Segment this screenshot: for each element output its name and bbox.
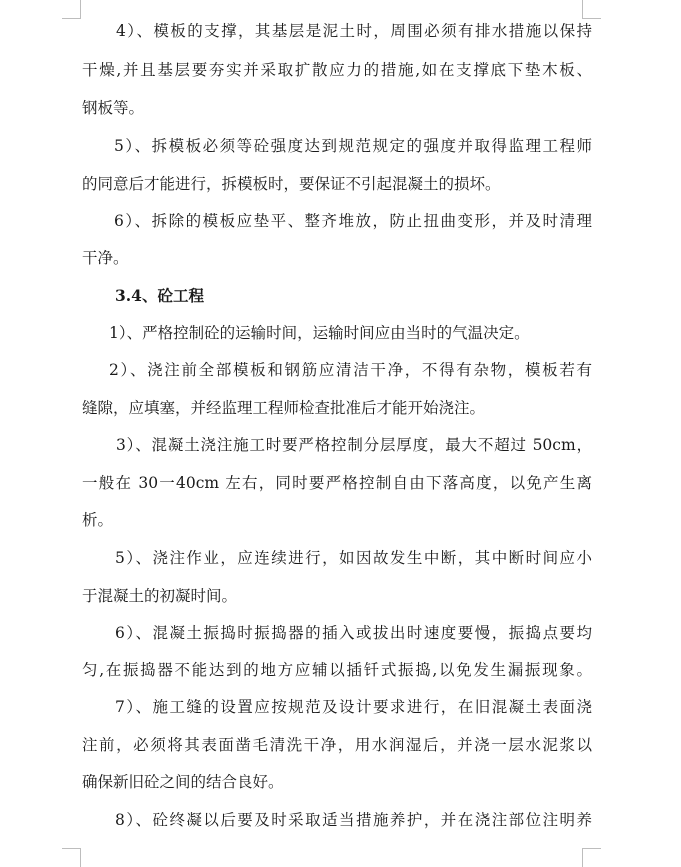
page-corner-mark xyxy=(62,0,81,19)
paragraph-line: 7）、施工缝的设置应按规范及设计要求进行，在旧混凝土表面浇 xyxy=(115,698,592,716)
page-corner-mark xyxy=(582,0,601,19)
page-corner-mark xyxy=(582,848,601,867)
paragraph-line: 一般在 30一40cm 左右，同时要严格控制自由下落高度，以免产生离 xyxy=(82,474,592,492)
paragraph-line: 匀,在振捣器不能达到的地方应辅以插钎式振捣,以免发生漏振现象。 xyxy=(82,661,592,679)
paragraph-line: 1）、严格控制砼的运输时间，运输时间应由当时的气温决定。 xyxy=(109,324,530,342)
page-corner-mark xyxy=(62,848,81,867)
paragraph-line: 干燥,并且基层要夯实并采取扩散应力的措施,如在支撑底下垫木板、 xyxy=(82,61,592,79)
paragraph-line: 3）、混凝土浇注施工时要严格控制分层厚度，最大不超过 50cm， xyxy=(116,436,592,454)
paragraph-line: 2）、浇注前全部模板和钢筋应清洁干净，不得有杂物，模板若有 xyxy=(109,361,592,379)
paragraph-line: 5）、拆模板必须等砼强度达到规范规定的强度并取得监理工程师 xyxy=(114,137,592,155)
paragraph-line: 的同意后才能进行，拆模板时，要保证不引起混凝土的损坏。 xyxy=(82,175,501,193)
paragraph-line: 确保新旧砼之间的结合良好。 xyxy=(82,773,284,791)
paragraph-line: 6）、混凝土振捣时振捣器的插入或拔出时速度要慢，振捣点要均 xyxy=(115,624,592,642)
paragraph-line: 注前，必须将其表面凿毛清洗干净，用水润湿后，并浇一层水泥浆以 xyxy=(82,736,592,754)
paragraph-line: 4）、模板的支撑，其基层是泥土时，周围必须有排水措施以保持 xyxy=(116,22,592,40)
paragraph-line: 干净。 xyxy=(82,249,129,267)
paragraph-line: 6）、拆除的模板应垫平、整齐堆放，防止扭曲变形，并及时清理 xyxy=(114,212,592,230)
paragraph-line: 钢板等。 xyxy=(82,99,145,117)
paragraph-line: 于混凝土的初凝时间。 xyxy=(82,587,238,605)
paragraph-line: 析。 xyxy=(82,511,114,529)
paragraph-line: 5）、浇注作业，应连续进行，如因故发生中断，其中断时间应小 xyxy=(115,549,592,567)
paragraph-line: 8）、砼终凝以后要及时采取适当措施养护，并在浇注部位注明养 xyxy=(115,811,592,829)
paragraph-line: 缝隙，应填塞，并经监理工程师检查批准后才能开始浇注。 xyxy=(82,399,486,417)
section-heading: 3.4、砼工程 xyxy=(115,286,204,305)
